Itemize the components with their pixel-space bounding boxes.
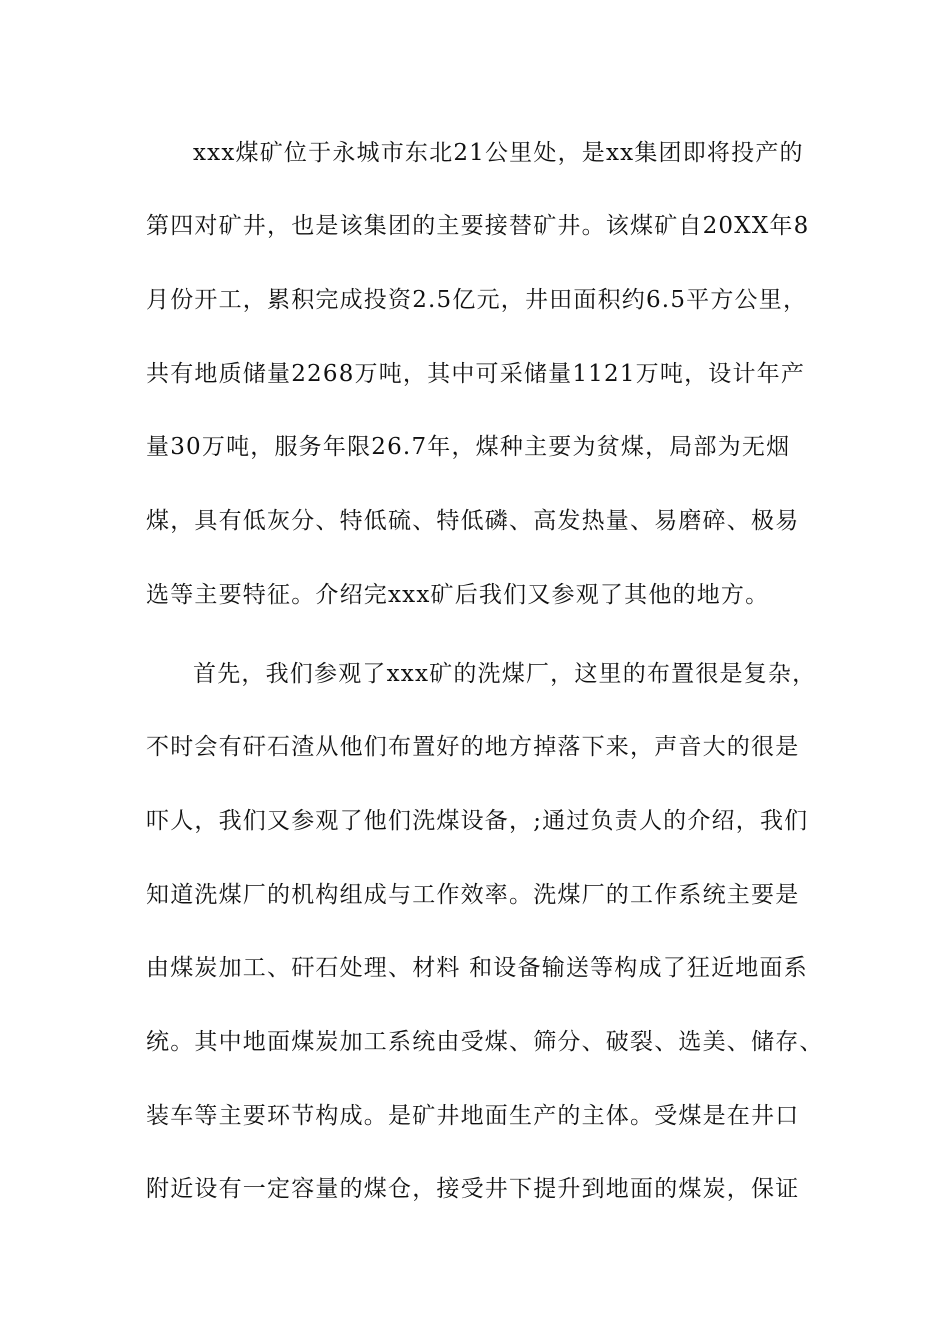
paragraph-2-line-1: 首先，我们参观了xxx矿的洗煤厂，这里的布置很是复杂，	[193, 661, 817, 687]
paragraph-1-line-3: 月份开工，累积完成投资2.5亿元，井田面积约6.5平方公里，	[146, 287, 808, 313]
paragraph-2-line-5: 由煤炭加工、矸石处理、材料 和设备输送等构成了狂近地面系	[146, 955, 808, 981]
paragraph-2-line-7: 装车等主要环节构成。是矿井地面生产的主体。受煤是在井口	[146, 1103, 800, 1129]
paragraph-1-line-7: 选等主要特征。介绍完xxx矿后我们又参观了其他的地方。	[146, 582, 770, 608]
paragraph-2-line-8: 附近设有一定容量的煤仓，接受井下提升到地面的煤炭，保证	[146, 1176, 800, 1202]
paragraph-2-line-6: 统。其中地面煤炭加工系统由受煤、筛分、破裂、选美、储存、	[146, 1029, 824, 1055]
paragraph-2-line-3: 吓人，我们又参观了他们洗煤设备，;通过负责人的介绍，我们	[146, 808, 809, 834]
paragraph-1-line-1: xxx煤矿位于永城市东北21公里处，是xx集团即将投产的	[193, 140, 804, 166]
paragraph-1-line-6: 煤，具有低灰分、特低硫、特低磷、高发热量、易磨碎、极易	[146, 508, 800, 534]
paragraph-1-line-5: 量30万吨，服务年限26.7年，煤种主要为贫煤，局部为无烟	[146, 434, 791, 460]
paragraph-1-line-4: 共有地质储量2268万吨，其中可采储量1121万吨，设计年产	[146, 361, 806, 387]
paragraph-1-line-2: 第四对矿井，也是该集团的主要接替矿井。该煤矿自20XX年8	[146, 213, 810, 239]
paragraph-2-line-2: 不时会有矸石渣从他们布置好的地方掉落下来，声音大的很是	[146, 734, 800, 760]
paragraph-2-line-4: 知道洗煤厂的机构组成与工作效率。洗煤厂的工作系统主要是	[146, 882, 800, 908]
